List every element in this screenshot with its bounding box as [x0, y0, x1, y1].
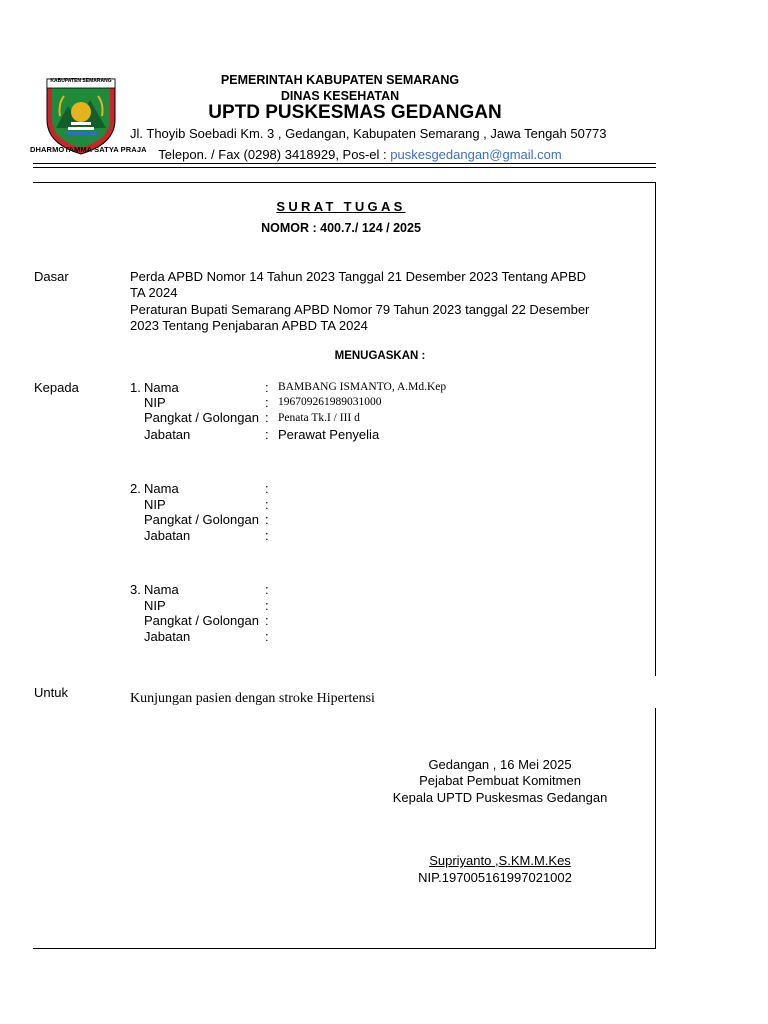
signature-name: Supriyanto ,S.KM.M.Kes [429, 853, 571, 868]
signature-place-date: Gedangan , 16 Mei 2025 [428, 757, 572, 772]
dasar-line: Peraturan Bupati Semarang APBD Nomor 79 Tahun 2023 tanggal 22 Desember [130, 302, 590, 317]
header-phone: Telepon. / Fax (0298) 3418929, Pos-el : [158, 147, 391, 162]
person-label-jabatan: Jabatan [144, 629, 191, 644]
person-number: 1. [130, 380, 141, 395]
letter-number: NOMOR : 400.7./ 124 / 2025 [261, 221, 421, 235]
colon: : [265, 512, 269, 527]
person-value-jabatan: Perawat Penyelia [278, 427, 380, 442]
dasar-label: Dasar [34, 269, 69, 284]
person-label-nip: NIP [144, 598, 166, 613]
shield-emblem-icon [44, 76, 118, 156]
letter-title: SURAT TUGAS [276, 199, 406, 214]
header-email-link[interactable]: puskesgedangan@gmail.com [390, 147, 562, 162]
frame-top-line [33, 182, 656, 183]
signature-role-kepala: Kepala UPTD Puskesmas Gedangan [392, 790, 608, 805]
colon: : [265, 613, 269, 628]
person-value-pangkat: Penata Tk.I / III d [278, 412, 360, 424]
person-label-nip: NIP [144, 395, 166, 410]
frame-right-line [655, 182, 656, 676]
signature-nip: NIP.197005161997021002 [418, 870, 572, 885]
person-label-pangkat: Pangkat / Golongan [144, 613, 259, 628]
header-department: DINAS KESEHATAN [280, 89, 400, 103]
colon: : [265, 629, 269, 644]
logo-motto: DHARMOTAMMA SATYA PRAJA [30, 145, 147, 154]
header-rule-thick [33, 163, 656, 164]
frame-right-line-lower [655, 708, 656, 949]
colon: : [265, 481, 269, 496]
colon: : [265, 395, 269, 410]
logo-top-text: KABUPATEN SEMARANG [50, 78, 112, 84]
dasar-line: Perda APBD Nomor 14 Tahun 2023 Tanggal 21 Desember 2023 Tentang APBD [130, 269, 587, 284]
person-label-jabatan: Jabatan [144, 427, 191, 442]
colon: : [265, 410, 269, 425]
person-label-nama: Nama [144, 582, 179, 597]
dasar-line: TA 2024 [130, 285, 178, 300]
frame-bottom-line [33, 948, 656, 949]
header-address: Jl. Thoyib Soebadi Km. 3 , Gedangan, Kabupaten Semarang , Jawa Tengah 50773 [130, 126, 607, 141]
person-label-nama: Nama [144, 481, 179, 496]
person-value-nama: BAMBANG ISMANTO, A.Md.Kep [278, 381, 447, 393]
dasar-line: 2023 Tentang Penjabaran APBD TA 2024 [130, 318, 368, 333]
header-government: PEMERINTAH KABUPATEN SEMARANG [220, 73, 460, 87]
person-label-pangkat: Pangkat / Golongan [144, 410, 259, 425]
colon: : [265, 380, 269, 395]
person-label-pangkat: Pangkat / Golongan [144, 512, 259, 527]
colon: : [265, 427, 269, 442]
colon: : [265, 582, 269, 597]
person-label-jabatan: Jabatan [144, 528, 191, 543]
kepada-label: Kepada [34, 380, 79, 395]
colon: : [265, 598, 269, 613]
colon: : [265, 497, 269, 512]
kabupaten-semarang-logo [44, 76, 118, 156]
header-institution: UPTD PUSKESMAS GEDANGAN [208, 102, 502, 123]
header-rule-thin [33, 167, 656, 168]
person-value-nip: 196709261989031000 [278, 396, 382, 408]
signature-role-ppk: Pejabat Pembuat Komitmen [419, 773, 581, 788]
person-label-nama: Nama [144, 380, 179, 395]
person-number: 3. [130, 582, 141, 597]
menugaskan-heading: MENUGASKAN : [334, 350, 426, 362]
person-label-nip: NIP [144, 497, 166, 512]
untuk-text: Kunjungan pasien dengan stroke Hipertensi [130, 691, 375, 706]
untuk-label: Untuk [34, 685, 68, 700]
person-number: 2. [130, 481, 141, 496]
colon: : [265, 528, 269, 543]
header-contact [130, 147, 590, 162]
